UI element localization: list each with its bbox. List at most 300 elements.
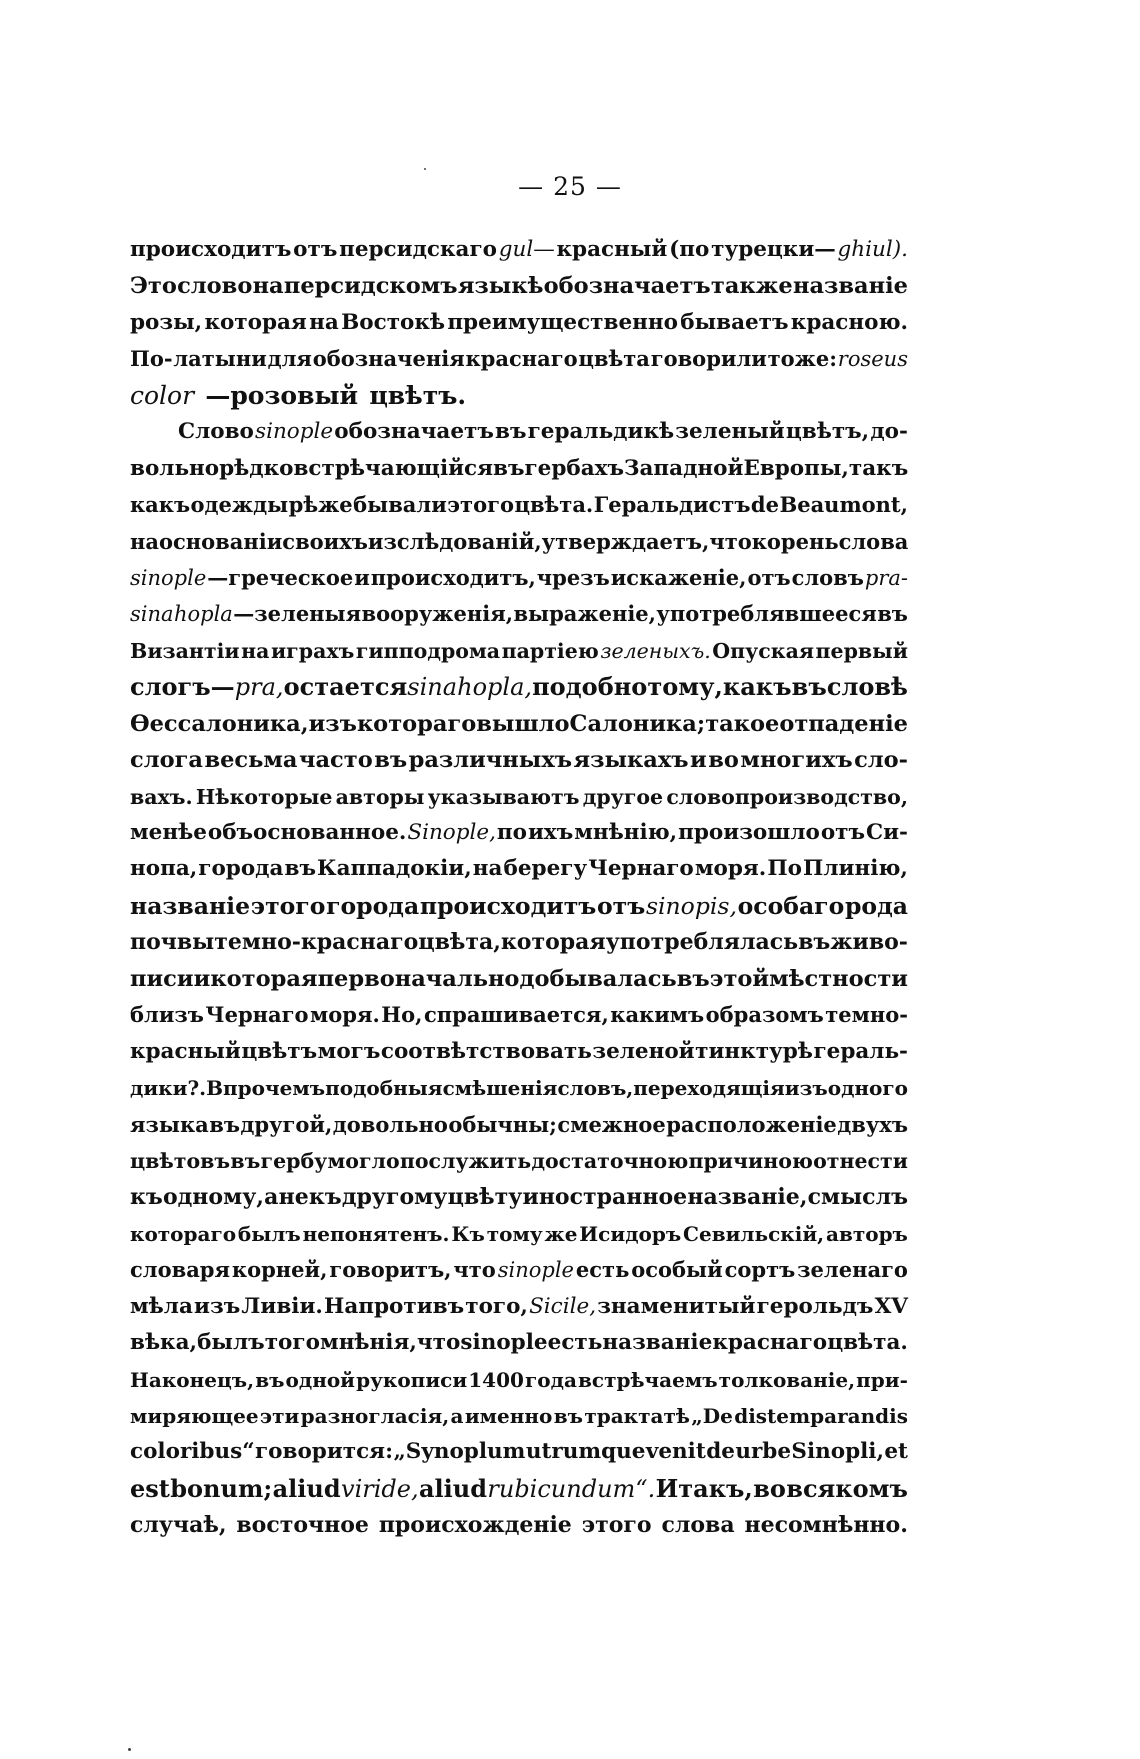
text-line bbox=[130, 669, 908, 705]
word: котораго bbox=[130, 1221, 237, 1246]
word: различныхъ bbox=[408, 747, 572, 774]
word: гербахъ bbox=[524, 455, 624, 481]
text-line bbox=[130, 414, 908, 450]
word: въ bbox=[495, 419, 527, 445]
word: слова bbox=[838, 528, 909, 554]
word: своихъ bbox=[282, 528, 368, 554]
text-line bbox=[130, 1471, 908, 1507]
word: aliud bbox=[272, 1473, 341, 1503]
word: встрѣчающійся bbox=[293, 455, 494, 481]
word: вольно bbox=[130, 455, 220, 481]
word: ghiul). bbox=[837, 237, 908, 262]
word: именно bbox=[464, 1404, 553, 1428]
text-line bbox=[130, 1325, 908, 1361]
word: же bbox=[544, 1221, 578, 1246]
word: словъ bbox=[791, 564, 864, 590]
text-line bbox=[130, 524, 908, 560]
word: могъ bbox=[317, 1038, 381, 1064]
word: слога bbox=[130, 747, 203, 774]
word: изъ bbox=[194, 1293, 241, 1319]
word: Плинію, bbox=[803, 856, 908, 882]
word: зеленаго bbox=[797, 1257, 908, 1283]
word: что bbox=[416, 1330, 461, 1356]
word: писи bbox=[130, 965, 194, 992]
word: отъ bbox=[597, 891, 646, 920]
word: названіе bbox=[792, 273, 908, 300]
word: обозначаетъ bbox=[543, 273, 711, 300]
word: urbe bbox=[735, 1439, 791, 1465]
text-line bbox=[130, 815, 908, 851]
text-line bbox=[130, 451, 908, 487]
word: Наконецъ, bbox=[130, 1367, 255, 1392]
word: выраженіе, bbox=[513, 601, 656, 627]
word: sinopis, bbox=[645, 891, 737, 920]
word: зеленыхъ. bbox=[600, 638, 711, 663]
word: непонятенъ. bbox=[302, 1221, 450, 1246]
word: моря. bbox=[694, 856, 767, 882]
word: другой, bbox=[240, 1111, 333, 1137]
text-line bbox=[130, 1070, 908, 1106]
word: Напротивъ bbox=[324, 1293, 465, 1319]
word: этого bbox=[250, 891, 326, 920]
word: несомнѣнно. bbox=[744, 1512, 908, 1539]
text-line bbox=[130, 706, 908, 742]
scan-speck bbox=[424, 168, 426, 170]
word: Итакъ, bbox=[655, 1473, 753, 1503]
word: гербу bbox=[260, 1148, 328, 1173]
text-line bbox=[130, 888, 908, 924]
word: года bbox=[525, 1367, 577, 1392]
word: изслѣдованій, bbox=[367, 528, 542, 554]
word: первый bbox=[815, 638, 908, 663]
word: восточное bbox=[236, 1512, 369, 1539]
word: въ bbox=[791, 672, 827, 702]
word: что bbox=[709, 528, 752, 554]
word: нопа, bbox=[130, 856, 198, 882]
word: въ bbox=[877, 601, 908, 627]
word: —греческое bbox=[207, 564, 354, 590]
word: „Synoplum bbox=[393, 1439, 526, 1465]
word: живо- bbox=[830, 929, 908, 956]
word: искаженіе, bbox=[610, 564, 747, 590]
word: во bbox=[753, 1473, 786, 1503]
word: произошло bbox=[678, 820, 820, 845]
word: чрезъ bbox=[536, 564, 610, 590]
word: персидскаго bbox=[339, 237, 497, 262]
word: aliud bbox=[418, 1473, 487, 1503]
word: берегу bbox=[503, 856, 588, 882]
word: корень bbox=[751, 528, 839, 554]
word: тоже: bbox=[767, 346, 837, 372]
word: турецки— bbox=[711, 237, 836, 262]
word: другое bbox=[582, 784, 664, 809]
word: темно-краснаго bbox=[214, 929, 419, 956]
text-line bbox=[130, 232, 908, 268]
word: Чернаго bbox=[205, 1002, 309, 1028]
word: языка bbox=[130, 1111, 209, 1137]
word: словѣ bbox=[826, 672, 908, 702]
text-line bbox=[130, 341, 908, 377]
word: de bbox=[750, 492, 779, 518]
word: преимущественно bbox=[447, 309, 678, 335]
word: случаѣ, bbox=[130, 1512, 227, 1539]
word: обычны; bbox=[448, 1111, 557, 1137]
word: вооруженія, bbox=[361, 601, 514, 627]
word: бывали bbox=[353, 492, 447, 518]
word: достаточною bbox=[531, 1148, 689, 1173]
word: которая bbox=[500, 929, 606, 956]
word: языкахъ bbox=[573, 747, 689, 774]
text-line bbox=[130, 1362, 908, 1398]
word: viride, bbox=[341, 1474, 419, 1503]
word: какъ bbox=[722, 672, 792, 702]
word: весьма bbox=[204, 747, 298, 774]
word: цвѣтъ bbox=[241, 1038, 318, 1064]
word: вахъ. bbox=[130, 784, 193, 809]
word: зеленый bbox=[675, 419, 785, 445]
scan-speck bbox=[128, 1748, 131, 1751]
word: при- bbox=[856, 1367, 908, 1392]
word: въ bbox=[209, 1111, 240, 1137]
text-line bbox=[130, 305, 908, 341]
word: Sicile, bbox=[529, 1293, 597, 1319]
word: геральдикѣ bbox=[527, 419, 675, 445]
word: слово bbox=[177, 273, 253, 300]
word: Слово bbox=[178, 419, 254, 445]
word: одежды bbox=[190, 492, 289, 518]
word: одного bbox=[827, 1076, 908, 1101]
word: также bbox=[710, 273, 793, 300]
word: Но, bbox=[381, 1002, 423, 1028]
word: соотвѣтствовать bbox=[380, 1038, 592, 1064]
word: почвы bbox=[130, 929, 215, 956]
word: авторъ bbox=[825, 1221, 908, 1246]
word: Салоника; bbox=[569, 710, 706, 737]
word: говорили bbox=[650, 346, 767, 372]
word: котораго bbox=[356, 710, 477, 737]
word: —зеленыя bbox=[233, 601, 362, 627]
word: Исидоръ bbox=[579, 1221, 682, 1246]
word: hopla, bbox=[457, 673, 533, 702]
word: цвѣта. bbox=[827, 1330, 908, 1356]
word: Византіи bbox=[130, 638, 240, 663]
word: красный bbox=[556, 237, 668, 262]
word: одной bbox=[285, 1367, 356, 1392]
word: происходитъ bbox=[419, 891, 597, 920]
word: Beaumont, bbox=[779, 492, 908, 518]
word: gul— bbox=[498, 237, 555, 262]
word: отъ bbox=[747, 564, 791, 590]
word: обозначаетъ bbox=[334, 419, 494, 445]
word: Севильскій, bbox=[683, 1221, 825, 1246]
word: и bbox=[690, 747, 707, 774]
word: указываютъ bbox=[427, 784, 580, 809]
word: причиною bbox=[688, 1148, 813, 1173]
word: bonum; bbox=[170, 1473, 273, 1503]
word: мнѣнія, bbox=[320, 1330, 417, 1356]
text-line bbox=[130, 268, 908, 304]
word: тинктурѣ bbox=[695, 1038, 813, 1064]
text-line bbox=[130, 742, 908, 778]
word: утверждаетъ, bbox=[541, 528, 710, 554]
word: цвѣту bbox=[447, 1184, 523, 1211]
word: встрѣчаемъ bbox=[578, 1367, 718, 1392]
word: color bbox=[130, 380, 195, 410]
word: цвѣта. bbox=[514, 492, 594, 518]
word: словаря bbox=[130, 1257, 230, 1283]
word: отнести bbox=[813, 1148, 908, 1173]
word: образомъ bbox=[705, 1002, 824, 1028]
word: этой bbox=[709, 965, 770, 992]
word: другому bbox=[341, 1184, 448, 1211]
word: и bbox=[193, 965, 211, 992]
word: сло- bbox=[854, 747, 908, 774]
word: Sinople, bbox=[407, 820, 496, 845]
word: въ bbox=[374, 747, 408, 774]
word: города bbox=[326, 891, 420, 920]
text-line bbox=[130, 1252, 908, 1288]
word: Впрочемъ bbox=[206, 1076, 326, 1101]
word: По bbox=[767, 856, 802, 882]
word: былъ bbox=[237, 1221, 301, 1246]
word: этого bbox=[447, 492, 514, 518]
text-line bbox=[130, 997, 908, 1033]
text-line bbox=[130, 1398, 908, 1434]
word: сортъ bbox=[724, 1257, 796, 1283]
word: во bbox=[708, 747, 739, 774]
word: venit bbox=[645, 1439, 706, 1465]
text-line bbox=[130, 378, 908, 414]
word: остается bbox=[283, 672, 408, 702]
word: цвѣта, bbox=[418, 929, 501, 956]
word: говорится: bbox=[255, 1439, 394, 1465]
word: того bbox=[264, 1330, 320, 1356]
text-line bbox=[130, 596, 908, 632]
word: est bbox=[130, 1473, 170, 1503]
word: особый bbox=[631, 1257, 723, 1283]
word: слогъ— bbox=[130, 672, 235, 702]
word: sina bbox=[130, 602, 174, 627]
word: разногласія, bbox=[300, 1404, 450, 1428]
text-line bbox=[130, 1179, 908, 1215]
word: отпаденіе bbox=[779, 710, 908, 737]
word: sinople bbox=[497, 1258, 574, 1283]
word: смѣшенія bbox=[442, 1076, 558, 1101]
word: цвѣта bbox=[578, 346, 650, 372]
word: красною. bbox=[790, 309, 908, 335]
word: utrumque bbox=[525, 1439, 646, 1465]
text-line bbox=[130, 1143, 908, 1179]
word: а bbox=[264, 1184, 279, 1211]
word: изъ bbox=[308, 710, 357, 737]
word: цвѣтъ, bbox=[785, 419, 870, 445]
word: происходитъ, bbox=[370, 564, 536, 590]
word: —розовый bbox=[205, 380, 359, 410]
word: Нѣкоторые bbox=[195, 784, 333, 809]
word: есть bbox=[575, 1257, 630, 1283]
word: до- bbox=[870, 419, 908, 445]
word: pra- bbox=[864, 565, 908, 590]
word: distemparandis bbox=[734, 1404, 908, 1428]
word: рѣже bbox=[288, 492, 353, 518]
word: подобно bbox=[532, 672, 648, 702]
word: партіею bbox=[501, 638, 599, 663]
body-text bbox=[130, 232, 908, 1544]
word: по bbox=[496, 820, 527, 845]
word: на bbox=[472, 856, 503, 882]
word: происхожденіе bbox=[378, 1512, 572, 1539]
word: въ bbox=[676, 965, 710, 992]
word: sina bbox=[407, 673, 458, 702]
word: мнѣнію, bbox=[574, 820, 678, 845]
word: въ bbox=[255, 1367, 285, 1392]
word: смежное bbox=[557, 1111, 666, 1137]
word: авторы bbox=[335, 784, 425, 809]
word: изъ bbox=[784, 1076, 828, 1101]
word: темно- bbox=[825, 1002, 908, 1028]
word: зеленой bbox=[592, 1038, 695, 1064]
word: coloribus“ bbox=[130, 1439, 255, 1465]
word: одному, bbox=[162, 1184, 264, 1211]
word: гераль- bbox=[813, 1038, 908, 1064]
word: на bbox=[130, 528, 159, 554]
word: цвѣтъ. bbox=[369, 380, 467, 410]
text-line bbox=[130, 1507, 908, 1543]
word: По- bbox=[130, 346, 173, 372]
word: бываетъ bbox=[680, 309, 789, 335]
word: часто bbox=[299, 747, 373, 774]
page-number: — 25 — bbox=[518, 172, 622, 201]
word: могло bbox=[327, 1148, 400, 1173]
word: моря. bbox=[310, 1002, 380, 1028]
word: въ bbox=[230, 1148, 261, 1173]
text-line bbox=[130, 1434, 908, 1470]
word: et bbox=[884, 1439, 908, 1465]
word: основаніи bbox=[158, 528, 283, 554]
word: города bbox=[198, 856, 284, 882]
word: и bbox=[354, 564, 370, 590]
text-line bbox=[130, 1289, 908, 1325]
word: иностранное bbox=[522, 1184, 688, 1211]
word: (по bbox=[669, 237, 710, 262]
text-line bbox=[130, 487, 908, 523]
word: розы, bbox=[130, 309, 203, 335]
word: въ bbox=[553, 1404, 583, 1428]
word: спрашивается, bbox=[423, 1002, 609, 1028]
word: sinople bbox=[460, 1330, 548, 1356]
word: добывалась bbox=[519, 965, 677, 992]
word: толкованіе, bbox=[718, 1367, 856, 1392]
word: довольно bbox=[332, 1111, 448, 1137]
word: Западной bbox=[623, 455, 744, 481]
word: многихъ bbox=[740, 747, 853, 774]
word: миряющее bbox=[130, 1404, 259, 1428]
word: вѣка, bbox=[130, 1330, 197, 1356]
word: на bbox=[309, 309, 339, 335]
word: особаго bbox=[737, 891, 845, 920]
word: объоснованное. bbox=[207, 820, 407, 845]
word: мѣла bbox=[130, 1293, 193, 1319]
word: рукописи bbox=[356, 1367, 468, 1392]
word: Это bbox=[130, 273, 177, 300]
word: употреблялась bbox=[605, 929, 799, 956]
word: смыслъ bbox=[807, 1184, 908, 1211]
word: цвѣтовъ bbox=[130, 1148, 231, 1173]
word: тому, bbox=[647, 672, 723, 702]
text-line bbox=[130, 779, 908, 815]
word: переходящія bbox=[633, 1076, 785, 1101]
word: обозначенія bbox=[312, 346, 465, 372]
word: рода bbox=[844, 891, 908, 920]
word: былъ bbox=[197, 1330, 265, 1356]
word: въ bbox=[798, 929, 831, 956]
word: гипподрома bbox=[355, 638, 501, 663]
word: слова bbox=[661, 1512, 735, 1539]
word: мѣстности bbox=[769, 965, 908, 992]
word: персидскомъ bbox=[283, 273, 458, 300]
word: говоритъ, bbox=[329, 1257, 452, 1283]
word: XV bbox=[874, 1293, 908, 1319]
word: Sinopli, bbox=[791, 1439, 884, 1465]
text-line bbox=[130, 560, 908, 596]
word: ихъ bbox=[527, 820, 574, 845]
word: менѣе bbox=[130, 820, 207, 845]
word: близъ bbox=[130, 1002, 204, 1028]
word: красный bbox=[130, 1038, 241, 1064]
word: Си- bbox=[865, 820, 908, 845]
word: „De bbox=[691, 1404, 733, 1428]
word: что bbox=[453, 1257, 496, 1283]
word: всякомъ bbox=[786, 1473, 908, 1503]
word: Опуская bbox=[712, 638, 814, 663]
word: вышло bbox=[476, 710, 570, 737]
word: трактатѣ bbox=[584, 1404, 690, 1428]
text-line bbox=[130, 851, 908, 887]
word: названіе bbox=[602, 1330, 713, 1356]
word: Ѳессалоника, bbox=[130, 710, 309, 737]
word: Европы, bbox=[743, 455, 849, 481]
word: знаменитый bbox=[597, 1293, 756, 1319]
word: подобныя bbox=[325, 1076, 443, 1101]
text-line bbox=[130, 1107, 908, 1143]
word: рѣдко bbox=[219, 455, 294, 481]
word: Геральдистъ bbox=[593, 492, 751, 518]
word: дики?. bbox=[130, 1076, 207, 1101]
word: которая bbox=[204, 309, 307, 335]
text-line bbox=[130, 961, 908, 997]
word: герольдъ bbox=[756, 1293, 874, 1319]
word: корней, bbox=[231, 1257, 328, 1283]
word: двухъ bbox=[837, 1111, 908, 1137]
word: Ливіи. bbox=[241, 1293, 323, 1319]
word: въ bbox=[284, 856, 316, 882]
word: того, bbox=[465, 1293, 528, 1319]
text-line bbox=[130, 924, 908, 960]
word: отъ bbox=[293, 237, 338, 262]
word: послужить bbox=[399, 1148, 532, 1173]
word: словъ, bbox=[557, 1076, 634, 1101]
word: краснаго bbox=[465, 346, 578, 372]
word: Чернаго bbox=[588, 856, 694, 882]
word: расположеніе bbox=[666, 1111, 837, 1137]
word: для bbox=[267, 346, 312, 372]
word: въ bbox=[493, 455, 525, 481]
word: такое bbox=[705, 710, 780, 737]
word: первоначально bbox=[317, 965, 520, 992]
word: названіе, bbox=[687, 1184, 808, 1211]
word: словопроизводство, bbox=[666, 784, 908, 809]
word: краснаго bbox=[712, 1330, 828, 1356]
